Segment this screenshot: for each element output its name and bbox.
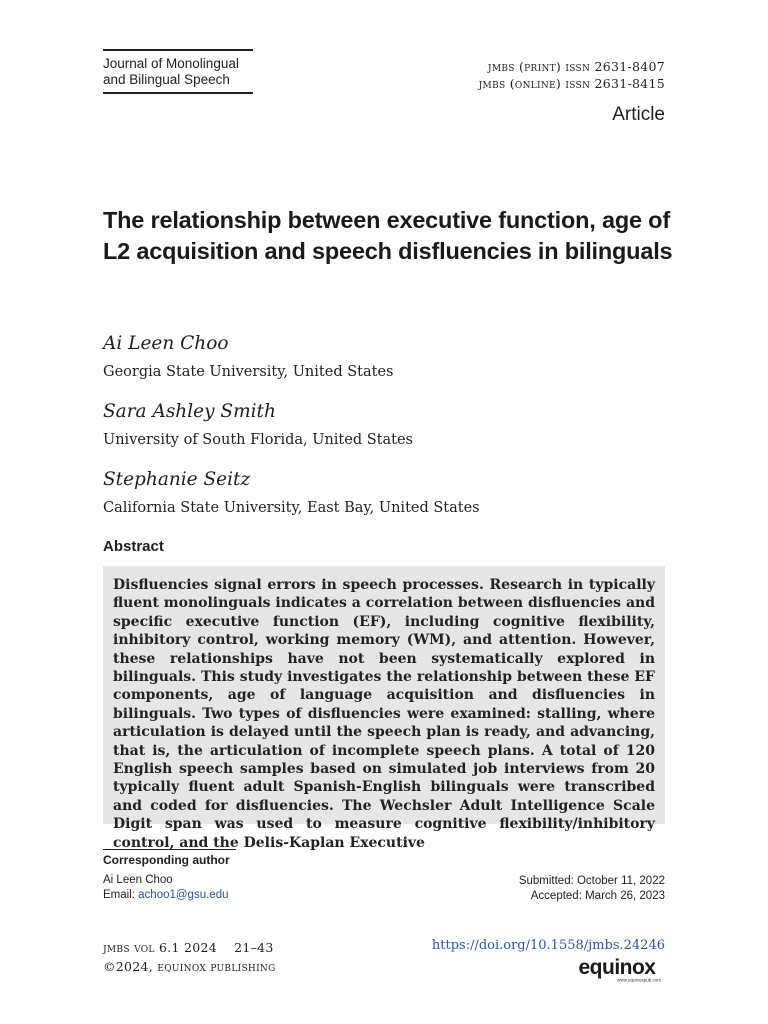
- author-name: Sara Ashley Smith: [103, 401, 276, 422]
- issn-print: jmbs (print) issn 2631-8407: [487, 59, 665, 74]
- volume-info: jmbs vol 6.1 2024: [103, 940, 218, 955]
- corresponding-author-heading: Corresponding author: [103, 849, 236, 867]
- submission-dates: [519, 874, 665, 904]
- journal-name-line2: and Bilingual Speech: [103, 72, 230, 87]
- abstract-box: [103, 566, 665, 851]
- equinox-logo: [569, 957, 665, 988]
- accepted-date: Accepted: March 26, 2023: [530, 890, 665, 902]
- email-link[interactable]: achoo1@gsu.edu: [138, 889, 229, 901]
- journal-volume: [103, 940, 274, 955]
- author-affiliation: University of South Florida, United States: [103, 432, 413, 448]
- author-affiliation: Georgia State University, United States: [103, 364, 394, 380]
- copyright: ©2024, equinox publishing: [103, 959, 276, 974]
- email-label: Email:: [103, 889, 139, 901]
- author-affiliation: California State University, East Bay, United States: [103, 500, 480, 516]
- equinox-logo-graphic: [569, 957, 665, 983]
- abstract-text: Disfluencies signal errors in speech processes. Research in typically fluent monolinguals indicates a correlation between disfluencies and specific executive function (EF), including cognitive flexibility, inhibitory control, working memory (WM), and attention. However, these relationships have not been systematically explored in bilinguals. This study investigates the relationship between these EF components, age of language acquisition and disfluencies in bilinguals. Two types of disfluencies were examined: stalling, where articulation is delayed until the speech plan is ready, and advancing, that is, the articulation of incomplete speech plans. A total of 120 English speech samples based on simulated job interviews from 20 typically fluent adult Spanish-English bilinguals were transcribed and coded for disfluencies. The Wechsler Adult Intelligence Scale Digit span was used to measure cognitive flexibility/inhibitory control, and the Delis-Kaplan Executive: [113, 577, 655, 851]
- page-range: 21–43: [234, 940, 274, 955]
- logo-wordmark: equinox: [578, 957, 656, 979]
- paper-title: The relationship between executive function, age of L2 acquisition and speech disfluencies in bilinguals: [103, 207, 673, 264]
- author-name: Stephanie Seitz: [103, 469, 251, 490]
- logo-url: www.equinoxpub.com: [617, 977, 661, 983]
- issn-block: [479, 58, 665, 92]
- corresponding-author-email: [103, 889, 228, 901]
- author-name: Ai Leen Choo: [103, 333, 229, 354]
- article-type: Article: [612, 104, 665, 125]
- journal-name: [103, 49, 253, 94]
- issn-online: jmbs (online) issn 2631-8415: [478, 76, 665, 91]
- submitted-date: Submitted: October 11, 2022: [518, 875, 665, 887]
- abstract-heading: Abstract: [103, 538, 164, 555]
- journal-name-line1: Journal of Monolingual: [103, 56, 239, 71]
- corresponding-author-name: Ai Leen Choo: [103, 874, 173, 886]
- doi-link[interactable]: https://doi.org/10.1558/jmbs.24246: [431, 938, 665, 953]
